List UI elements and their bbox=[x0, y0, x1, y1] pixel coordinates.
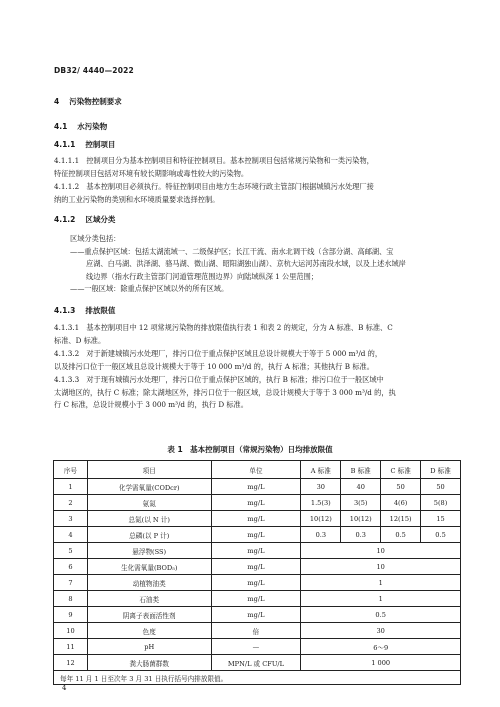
cell-d: 15 bbox=[421, 511, 461, 527]
zone-item-general: ——一般区域：除重点保护区域以外的所有区域。 bbox=[70, 284, 229, 293]
table-row bbox=[54, 655, 461, 671]
cell-b: 0.3 bbox=[341, 527, 381, 543]
paragraph-line: 以及排污口位于一般区域且总设计规模大于等于 10 000 m³/d 的，执行 A 标准；其他执行 B 标准。 bbox=[54, 361, 374, 371]
table-row bbox=[54, 639, 461, 655]
cell-no: 8 bbox=[54, 591, 88, 607]
cell-a: 1.5(3) bbox=[301, 495, 341, 511]
table-row bbox=[54, 591, 461, 607]
cell-item: 动植物油类 bbox=[87, 575, 211, 591]
header-a: A 标准 bbox=[301, 461, 341, 479]
table-row bbox=[54, 607, 461, 623]
cell-no: 9 bbox=[54, 607, 88, 623]
paragraph-line: 4.1.3.2 对于新建城镇污水处理厂，排污口位于重点保护区域且总设计规模大于等于 5 000 m³/d 的， bbox=[54, 349, 383, 358]
paragraph-4-1-1-1 bbox=[54, 155, 374, 180]
table-row bbox=[54, 527, 461, 543]
cell-item: 粪大肠菌群数 bbox=[87, 655, 211, 671]
section-title: 污染物控制要求 bbox=[69, 97, 122, 106]
cell-no: 11 bbox=[54, 639, 88, 655]
cell-no: 12 bbox=[54, 655, 88, 671]
document-code: DB32/ 4440—2022 bbox=[54, 66, 134, 75]
header-unit: 单位 bbox=[211, 461, 301, 479]
section-4-heading bbox=[54, 96, 122, 107]
cell-a: 10(12) bbox=[301, 511, 341, 527]
cell-item: pH bbox=[87, 639, 211, 655]
cell-c: 12(15) bbox=[381, 511, 421, 527]
zone-item-key-cont: 线边界（指水行政主管部门河道管理范围边界）向陆域纵深 1 公里范围； bbox=[86, 271, 318, 281]
cell-unit: mg/L bbox=[211, 591, 301, 607]
cell-merged-value: 1 bbox=[301, 591, 461, 607]
paragraph-line: 行 C 标准，总设计规模小于 3 000 m³/d 的，执行 D 标准。 bbox=[54, 400, 248, 409]
cell-c: 50 bbox=[381, 479, 421, 495]
paragraph-line: 纳的工业污染物的类别和水环境质量要求选择控制。 bbox=[54, 194, 220, 204]
cell-b: 10(12) bbox=[341, 511, 381, 527]
cell-unit: mg/L bbox=[211, 543, 301, 559]
section-title: 水污染物 bbox=[77, 122, 108, 131]
paragraph-line: 特征控制项目包括对环境有较长期影响或毒性较大的污染物。 bbox=[54, 168, 249, 178]
header-d: D 标准 bbox=[421, 461, 461, 479]
emission-limits-table bbox=[53, 460, 461, 685]
zone-intro: 区域分类包括： bbox=[70, 234, 121, 243]
section-number: 4.1.2 bbox=[54, 215, 76, 224]
table-note: 每年 11 月 1 日至次年 3 月 31 日执行括号内排放限值。 bbox=[54, 671, 461, 685]
section-number: 4.1.3 bbox=[54, 306, 76, 315]
cell-unit: 倍 bbox=[211, 623, 301, 639]
paragraph-4-1-3-2 bbox=[54, 348, 382, 373]
cell-item: 总氮(以 N 计) bbox=[87, 511, 211, 527]
cell-merged-value: 10 bbox=[301, 559, 461, 575]
zone-item-key: ——重点保护区域：包括太湖流域一、二级保护区；长江干流、南水北调干线（含部分湖、高邮湖、宝 bbox=[70, 246, 394, 256]
cell-b: 40 bbox=[341, 479, 381, 495]
cell-item: 悬浮物(SS) bbox=[87, 543, 211, 559]
cell-item: 总磷(以 P 计) bbox=[87, 527, 211, 543]
cell-unit: mg/L bbox=[211, 559, 301, 575]
cell-item: 生化需氧量(BOD₅) bbox=[87, 559, 211, 575]
cell-unit: mg/L bbox=[211, 527, 301, 543]
paragraph-4-1-1-2 bbox=[54, 181, 374, 206]
cell-d: 0.5 bbox=[421, 527, 461, 543]
section-4-1-1-heading bbox=[54, 139, 115, 150]
table-row bbox=[54, 495, 461, 511]
header-item: 项目 bbox=[87, 461, 211, 479]
cell-unit: mg/L bbox=[211, 479, 301, 495]
cell-merged-value: 30 bbox=[301, 623, 461, 639]
table-header-row bbox=[54, 461, 461, 479]
cell-no: 7 bbox=[54, 575, 88, 591]
cell-unit: — bbox=[211, 639, 301, 655]
paragraph-line: 4.1.1.2 基本控制项目必须执行。特征控制项目由地方生态环境行政主管部门根据城镇污水处理厂接 bbox=[54, 182, 374, 191]
cell-b: 3(5) bbox=[341, 495, 381, 511]
cell-a: 30 bbox=[301, 479, 341, 495]
header-c: C 标准 bbox=[381, 461, 421, 479]
section-4-1-3-heading bbox=[54, 305, 115, 316]
paragraph-line: 4.1.1.1 控制项目分为基本控制项目和特征控制项目。基本控制项目包括常规污染物和一类污染物， bbox=[54, 156, 374, 165]
table-title: 表 1 基本控制项目（常规污染物）日均排放限值 bbox=[167, 445, 333, 454]
cell-merged-value: 6～9 bbox=[301, 639, 461, 655]
cell-item: 石油类 bbox=[87, 591, 211, 607]
section-title: 区域分类 bbox=[85, 215, 116, 224]
cell-no: 10 bbox=[54, 623, 88, 639]
section-number: 4.1 bbox=[54, 122, 68, 131]
cell-merged-value: 0.5 bbox=[301, 607, 461, 623]
cell-unit: mg/L bbox=[211, 575, 301, 591]
table-row bbox=[54, 575, 461, 591]
cell-no: 4 bbox=[54, 527, 88, 543]
cell-item: 化学需氧量(CODcr) bbox=[87, 479, 211, 495]
section-4-1-2-heading bbox=[54, 214, 115, 225]
paragraph-4-1-3-1 bbox=[54, 322, 393, 347]
zone-item-key-cont: 应湖、白马湖、洪泽湖、骆马湖、微山湖、昭阳湖独山湖）、京杭大运河苏南段水域，以及上述水域岸 bbox=[86, 259, 406, 268]
section-number: 4 bbox=[54, 97, 60, 106]
cell-item: 阴离子表面活性剂 bbox=[87, 607, 211, 623]
cell-item: 色度 bbox=[87, 623, 211, 639]
paragraph-line: 4.1.3.1 基本控制项目中 12 项常规污染物的排放限值执行表 1 和表 2 的规定，分为 A 标准、B 标准、C bbox=[54, 323, 393, 332]
cell-item: 氨氮 bbox=[87, 495, 211, 511]
section-number: 4.1.1 bbox=[54, 140, 76, 149]
section-4-1-heading bbox=[54, 121, 107, 132]
cell-no: 2 bbox=[54, 495, 88, 511]
cell-a: 0.3 bbox=[301, 527, 341, 543]
table-row bbox=[54, 511, 461, 527]
cell-no: 1 bbox=[54, 479, 88, 495]
page-number: 4 bbox=[62, 684, 67, 692]
cell-unit: mg/L bbox=[211, 607, 301, 623]
paragraph-4-1-3-3 bbox=[54, 374, 396, 412]
cell-d: 50 bbox=[421, 479, 461, 495]
cell-merged-value: 10 bbox=[301, 543, 461, 559]
cell-c: 4(6) bbox=[381, 495, 421, 511]
header-no: 序号 bbox=[54, 461, 88, 479]
table-row bbox=[54, 479, 461, 495]
section-title: 控制项目 bbox=[85, 140, 116, 149]
cell-no: 3 bbox=[54, 511, 88, 527]
table-row bbox=[54, 543, 461, 559]
paragraph-line: 4.1.3.3 对于现有城镇污水处理厂，排污口位于重点保护区域的，执行 B 标准；排污口位于一般区域中 bbox=[54, 375, 384, 384]
cell-no: 5 bbox=[54, 543, 88, 559]
cell-d: 5(8) bbox=[421, 495, 461, 511]
zone-list bbox=[70, 233, 406, 296]
cell-no: 6 bbox=[54, 559, 88, 575]
table-row bbox=[54, 559, 461, 575]
cell-c: 0.5 bbox=[381, 527, 421, 543]
cell-unit: MPN/L 或 CFU/L bbox=[211, 655, 301, 671]
table-row bbox=[54, 623, 461, 639]
cell-unit: mg/L bbox=[211, 495, 301, 511]
paragraph-line: 太湖地区的，执行 C 标准；除太湖地区外，排污口位于一般区域，总设计规模大于等于 3 000 m³/d 的，执 bbox=[54, 387, 396, 397]
table-note-row bbox=[54, 671, 461, 685]
header-b: B 标准 bbox=[341, 461, 381, 479]
cell-merged-value: 1 bbox=[301, 575, 461, 591]
section-title: 排放限值 bbox=[85, 306, 116, 315]
paragraph-line: 标准、D 标准。 bbox=[54, 335, 106, 345]
cell-unit: mg/L bbox=[211, 511, 301, 527]
cell-merged-value: 1 000 bbox=[301, 655, 461, 671]
